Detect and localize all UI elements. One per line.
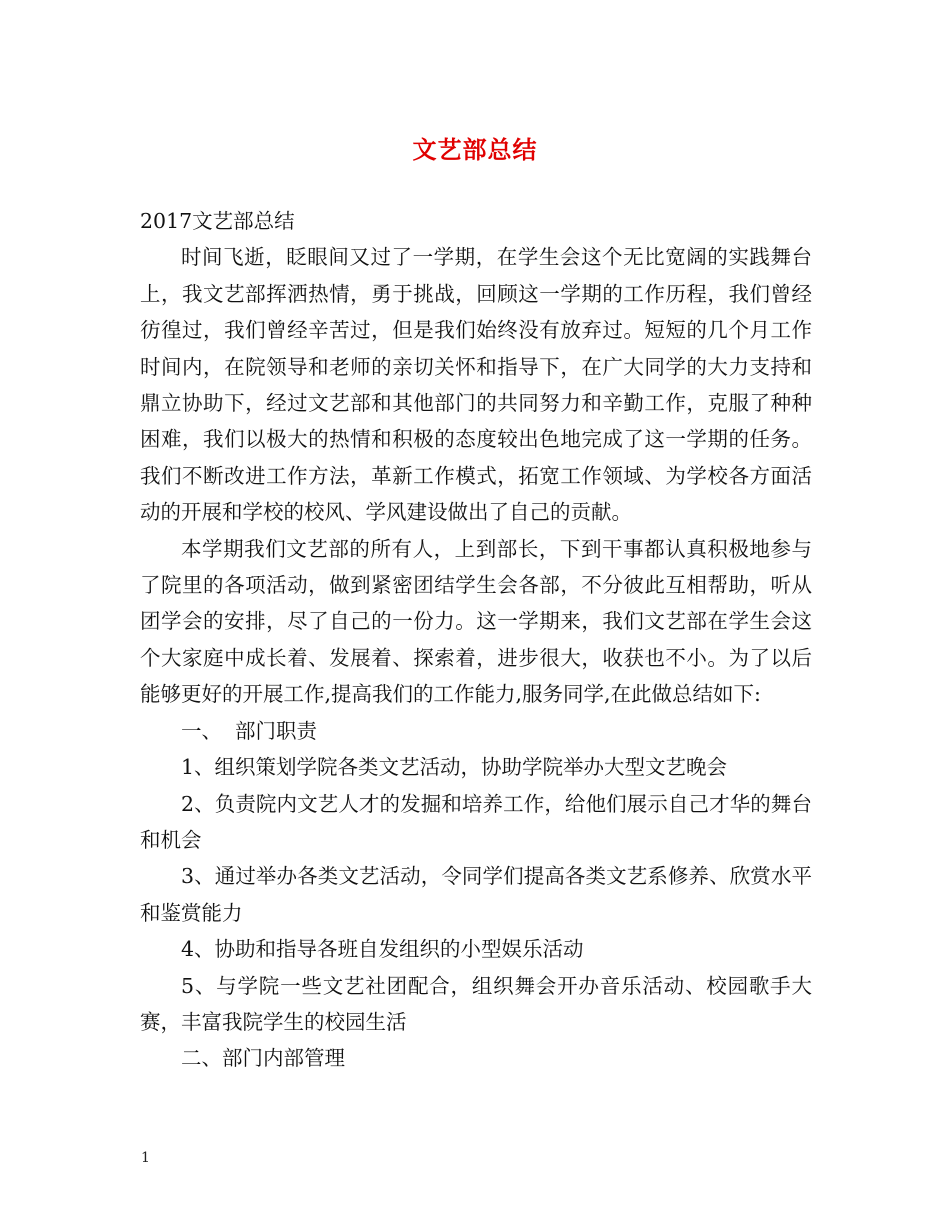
- document-body: [140, 203, 812, 1077]
- duty-item: 5、与学院一些文艺社团配合，组织舞会开办音乐活动、校园歌手大赛，丰富我院学生的校园生活: [140, 973, 812, 1034]
- duty-item: 4、协助和指导各班自发组织的小型娱乐活动: [181, 937, 584, 962]
- duty-item: 1、组织策划学院各类文艺活动，协助学院举办大型文艺晚会: [181, 755, 728, 780]
- duty-item: 3、通过举办各类文艺活动，令同学们提高各类文艺系修养、欣赏水平和鉴赏能力: [140, 864, 812, 925]
- duty-item: 2、负责院内文艺人才的发掘和培养工作，给他们展示自己才华的舞台和机会: [140, 791, 812, 852]
- body-paragraph: 本学期我们文艺部的所有人，上到部长，下到干事都认真积极地参与了院里的各项活动，做到紧密团结学生会各部，不分彼此互相帮助，听从团学会的安排，尽了自己的一份力。这一学期来，我们文艺部在学生会这个大家庭中成长着、发展着、探索着，进步很大，收获也不小。为了以后能够更好的开展工作,提高我们的工作能力,服务同学,在此做总结如下:: [140, 536, 812, 707]
- body-paragraph: 时间飞逝，眨眼间又过了一学期，在学生会这个无比宽阔的实践舞台上，我文艺部挥洒热情，勇于挑战，回顾这一学期的工作历程，我们曾经彷徨过，我们曾经辛苦过，但是我们始终没有放弃过。短短的几个月工作时间内，在院领导和老师的亲切关怀和指导下，在广大同学的大力支持和鼎立协助下，经过文艺部和其他部门的共同努力和辛勤工作，克服了种种困难，我们以极大的热情和积极的态度较出色地完成了这一学期的任务。我们不断改进工作方法，革新工作模式，拓宽工作领域、为学校各方面活动的开展和学校的校风、学风建设做出了自己的贡献。: [140, 245, 812, 525]
- document-subtitle: 2017文艺部总结: [140, 209, 295, 233]
- section-heading-duties: 一、 部门职责: [181, 718, 318, 743]
- document-title: 文艺部总结: [412, 135, 538, 164]
- section-heading-management: 二、部门内部管理: [181, 1046, 345, 1071]
- page-number: 1: [141, 1150, 150, 1166]
